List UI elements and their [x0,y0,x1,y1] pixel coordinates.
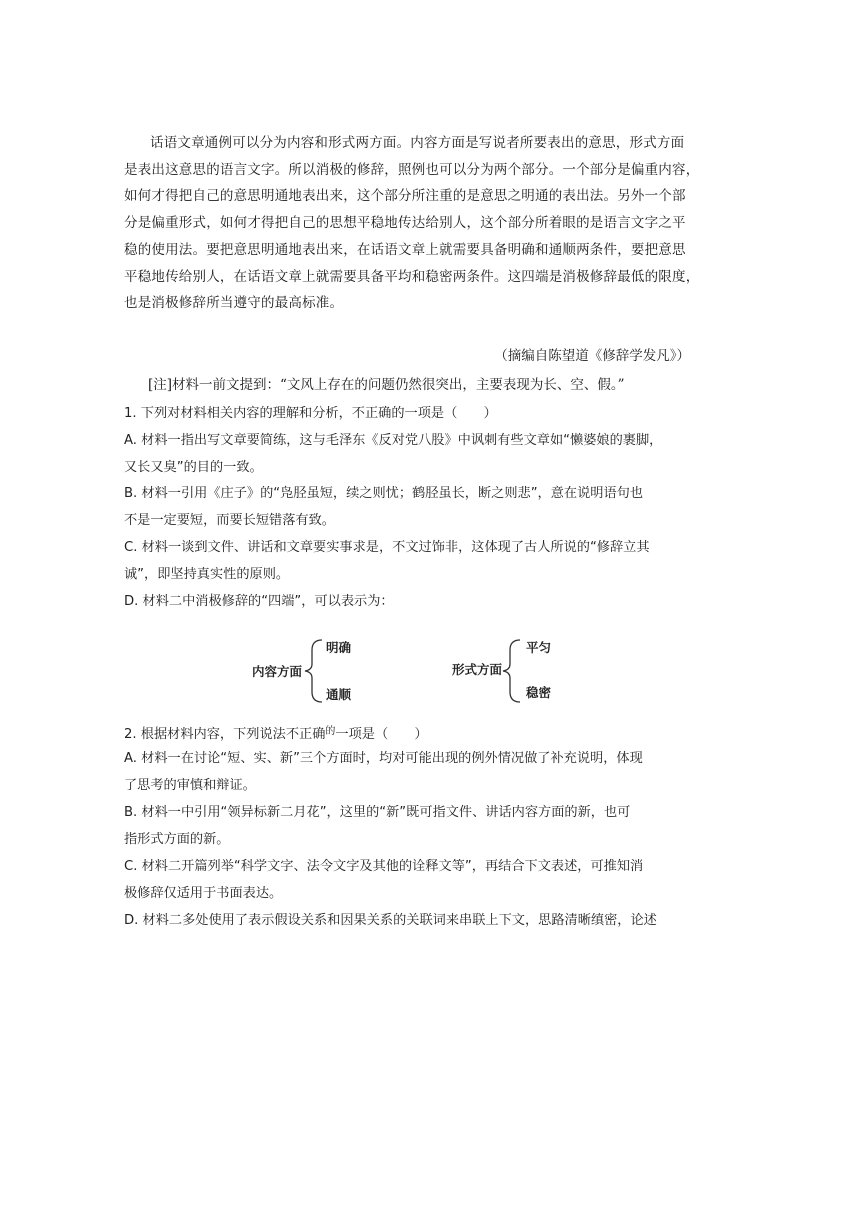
q2-option-b-line2: 指形式方面的新。 [124,832,230,847]
left-brace-icon [305,640,322,702]
diagram-left-top: 明确 [326,640,352,655]
passage-paragraph [124,130,744,317]
passage-source: （摘编自陈望道《修辞学发凡》） [494,348,690,364]
q2-option-a-line1: A. 材料一在讨论“短、实、新”三个方面时，均对可能出现的例外情况做了补充说明，体现 [124,751,643,766]
q1-option-b-line2: 不是一定要短，而要长短错落有致。 [124,513,335,528]
diagram-left-bottom: 通顺 [326,687,352,702]
passage-line: 也是消极修辞所当遵守的最高标准。 [124,295,344,312]
q2-option-d-line1: D. 材料二多处使用了表示假设关系和因果关系的关联词来串联上下文，思路清晰缜密，论述 [124,913,657,928]
question-2-stem-superscript: 的 [325,726,336,737]
right-brace-icon [503,640,520,702]
passage-line: 稳的使用法。要把意思明通地表出来，在话语文章上就需要具备明确和通顺两条件，要把意思 [124,241,686,258]
q2-option-a-line2: 了思考的审慎和辩证。 [124,778,256,793]
diagram-right-root: 形式方面 [452,662,503,677]
passage-line: 是表出这意思的语言文字。所以消极的修辞，照例也可以分为两个部分。一个部分是偏重内容， [124,161,700,178]
q1-option-c-line1: C. 材料一谈到文件、讲话和文章要实事求是，不文过饰非，这体现了古人所说的“修辞立其 [124,540,650,555]
four-ends-diagram [0,628,867,708]
diagram-left-root: 内容方面 [252,664,303,679]
passage-line: 如何才得把自己的意思明通地表出来，这个部分所注重的是意思之明通的表出法。另外一个部 [124,188,686,205]
passage-line: 话语文章通例可以分为内容和形式两方面。内容方面是写说者所要表出的意思，形式方面 [150,135,685,151]
question-2-stem-part2: 一项是（ ） [335,727,428,742]
q1-option-a-line2: 又长又臭”的目的一致。 [124,460,263,475]
brace-lines [0,628,867,708]
q1-option-a-line1: A. 材料一指出写文章要简练，这与毛泽东《反对党八股》中讽刺有些文章如“懒婆娘的裹脚， [124,433,663,448]
question-1-stem: 1. 下列对材料相关内容的理解和分析，不正确的一项是（ ） [124,406,497,421]
diagram-right-top: 平匀 [526,640,552,655]
question-2-stem [124,722,750,745]
q2-option-b-line1: B. 材料一中引用“领异标新二月花”，这里的“新”既可指文件、讲话内容方面的新，也可 [124,805,631,820]
q1-option-b-line1: B. 材料一引用《庄子》的“凫胫虽短，续之则忧；鹤胫虽长，断之则悲”，意在说明语句也 [124,486,644,501]
passage-line: 平稳地传给别人，在话语文章上就需要具备平均和稳密两条件。这四端是消极修辞最低的限度， [124,268,700,285]
diagram-right-bottom: 稳密 [526,685,552,700]
q1-option-d-line1: D. 材料二中消极修辞的“四端”，可以表示为： [124,594,394,609]
q2-option-c-line1: C. 材料二开篇列举“科学文字、法令文字及其他的诠释文等”，再结合下文表述，可推知消 [124,859,644,874]
question-2-stem-part1: 2. 根据材料内容，下列说法不正确 [124,727,326,742]
passage-note: [注]材料一前文提到：“文风上存在的问题仍然很突出，主要表现为长、空、假。” [148,377,625,393]
passage-line: 分是偏重形式，如何才得把自己的思想平稳地传达给别人，这个部分所着眼的是语言文字之平 [124,215,686,232]
q2-option-c-line2: 极修辞仅适用于书面表达。 [124,886,283,901]
q1-option-c-line2: 诚”，即坚持真实性的原则。 [124,567,290,582]
